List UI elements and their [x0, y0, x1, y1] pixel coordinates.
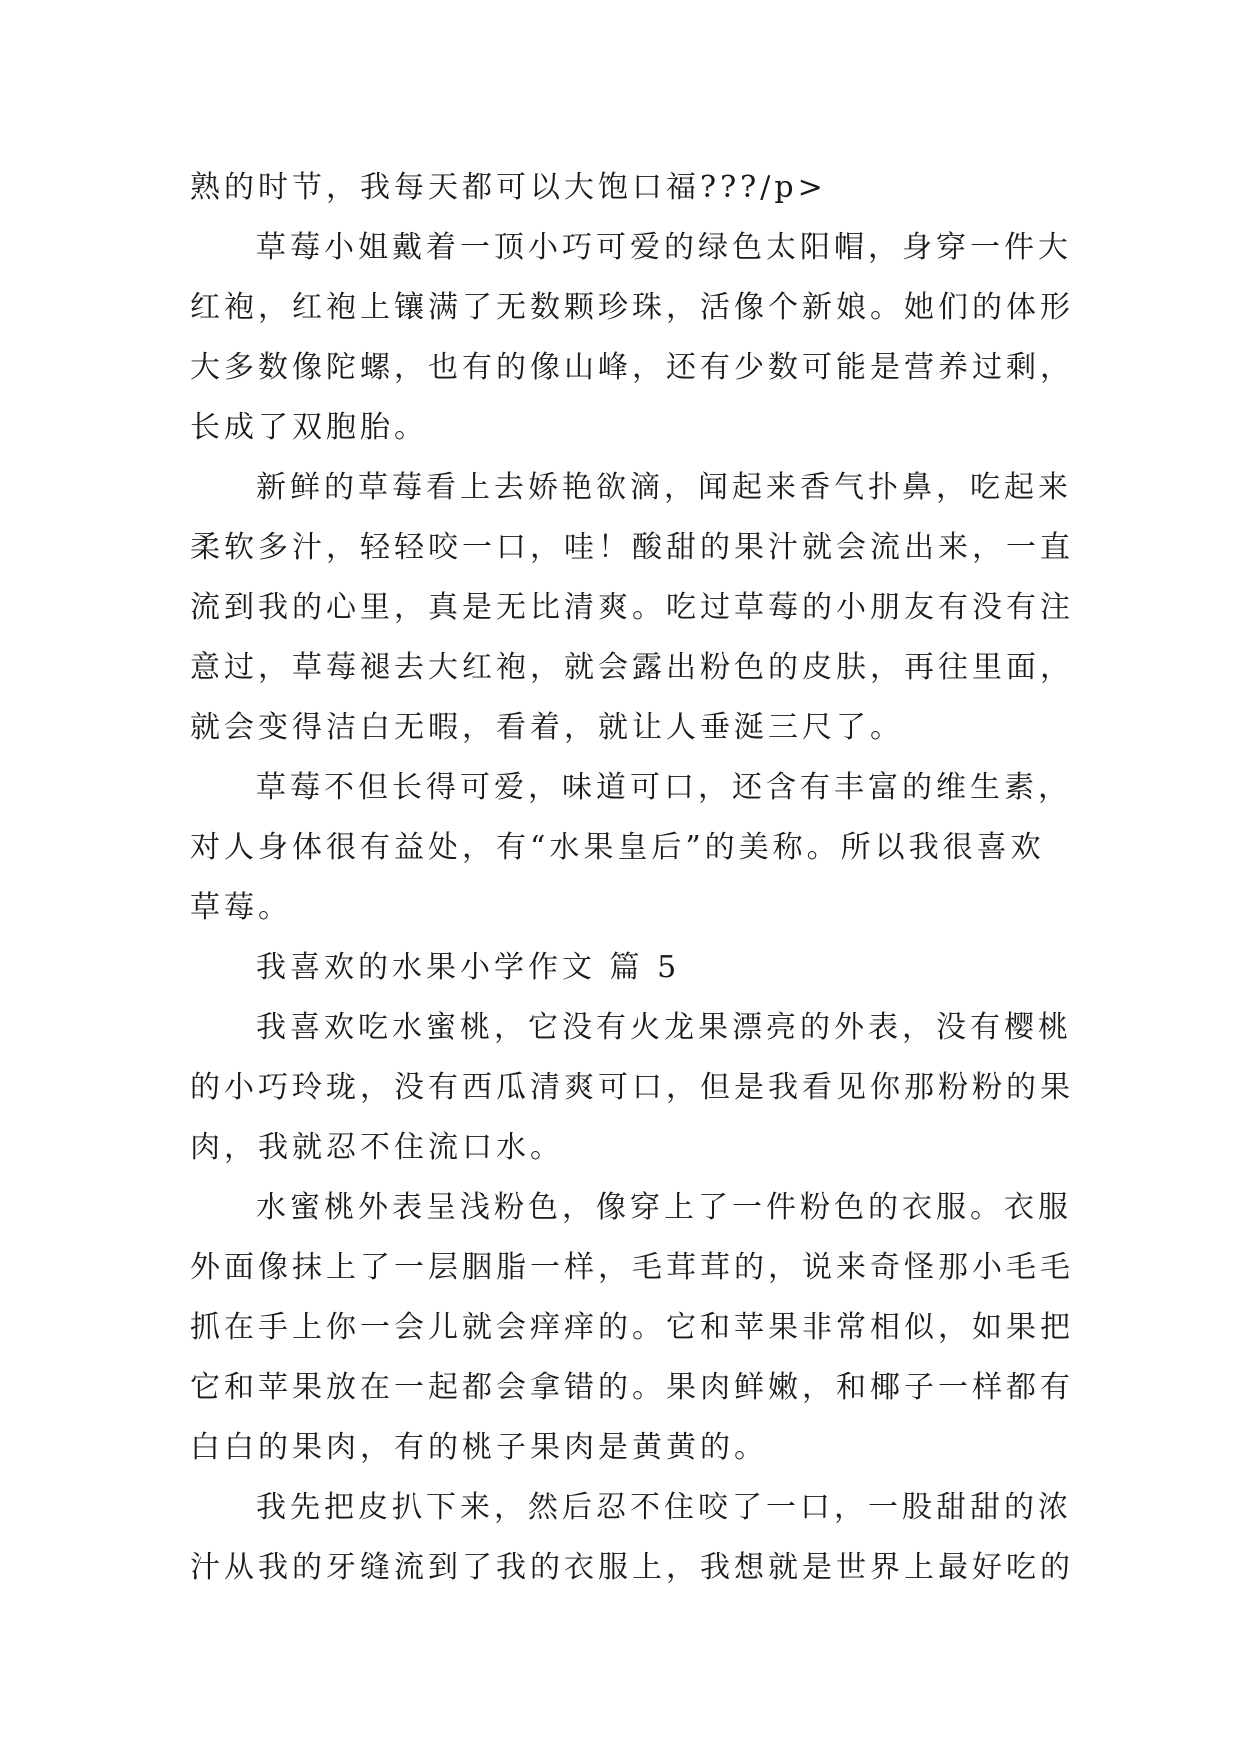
text-line: 红袍，红袍上镶满了无数颗珍珠，活像个新娘。她们的体形	[190, 290, 1074, 325]
paragraph-first-line: 草莓小姐戴着一顶小巧可爱的绿色太阳帽，身穿一件大	[256, 230, 1072, 265]
paragraph-first-line: 我喜欢吃水蜜桃，它没有火龙果漂亮的外表，没有樱桃	[256, 1010, 1072, 1045]
text-line: 长成了双胞胎。	[190, 410, 428, 445]
text-line: 草莓。	[190, 890, 292, 925]
text-line: 柔软多汁，轻轻咬一口，哇！酸甜的果汁就会流出来，一直	[190, 530, 1074, 565]
text-line: 肉，我就忍不住流口水。	[190, 1130, 564, 1165]
text-line: 的小巧玲珑，没有西瓜清爽可口，但是我看见你那粉粉的果	[190, 1070, 1074, 1105]
text-line: 就会变得洁白无暇，看着，就让人垂涎三尺了。	[190, 710, 904, 745]
paragraph-first-line: 水蜜桃外表呈浅粉色，像穿上了一件粉色的衣服。衣服	[256, 1190, 1072, 1225]
section-heading: 我喜欢的水果小学作文 篇 5	[256, 950, 681, 985]
text-line: 抓在手上你一会儿就会痒痒的。它和苹果非常相似，如果把	[190, 1310, 1074, 1345]
text-line: 外面像抹上了一层胭脂一样，毛茸茸的，说来奇怪那小毛毛	[190, 1250, 1074, 1285]
paragraph-first-line: 新鲜的草莓看上去娇艳欲滴，闻起来香气扑鼻，吃起来	[256, 470, 1072, 505]
paragraph-first-line: 我先把皮扒下来，然后忍不住咬了一口，一股甜甜的浓	[256, 1490, 1072, 1525]
text-line: 汁从我的牙缝流到了我的衣服上，我想就是世界上最好吃的	[190, 1550, 1074, 1585]
text-line: 白白的果肉，有的桃子果肉是黄黄的。	[190, 1430, 768, 1465]
paragraph-first-line: 草莓不但长得可爱，味道可口，还含有丰富的维生素，	[256, 770, 1072, 805]
text-line: 大多数像陀螺，也有的像山峰，还有少数可能是营养过剩，	[190, 350, 1074, 385]
text-line: 意过，草莓褪去大红袍，就会露出粉色的皮肤，再往里面，	[190, 650, 1074, 685]
text-line: 熟的时节，我每天都可以大饱口福???/p>	[190, 170, 827, 205]
text-line: 流到我的心里，真是无比清爽。吃过草莓的小朋友有没有注	[190, 590, 1074, 625]
text-line: 对人身体很有益处，有“水果皇后”的美称。所以我很喜欢	[190, 830, 1045, 865]
text-line: 它和苹果放在一起都会拿错的。果肉鲜嫩，和椰子一样都有	[190, 1370, 1074, 1405]
